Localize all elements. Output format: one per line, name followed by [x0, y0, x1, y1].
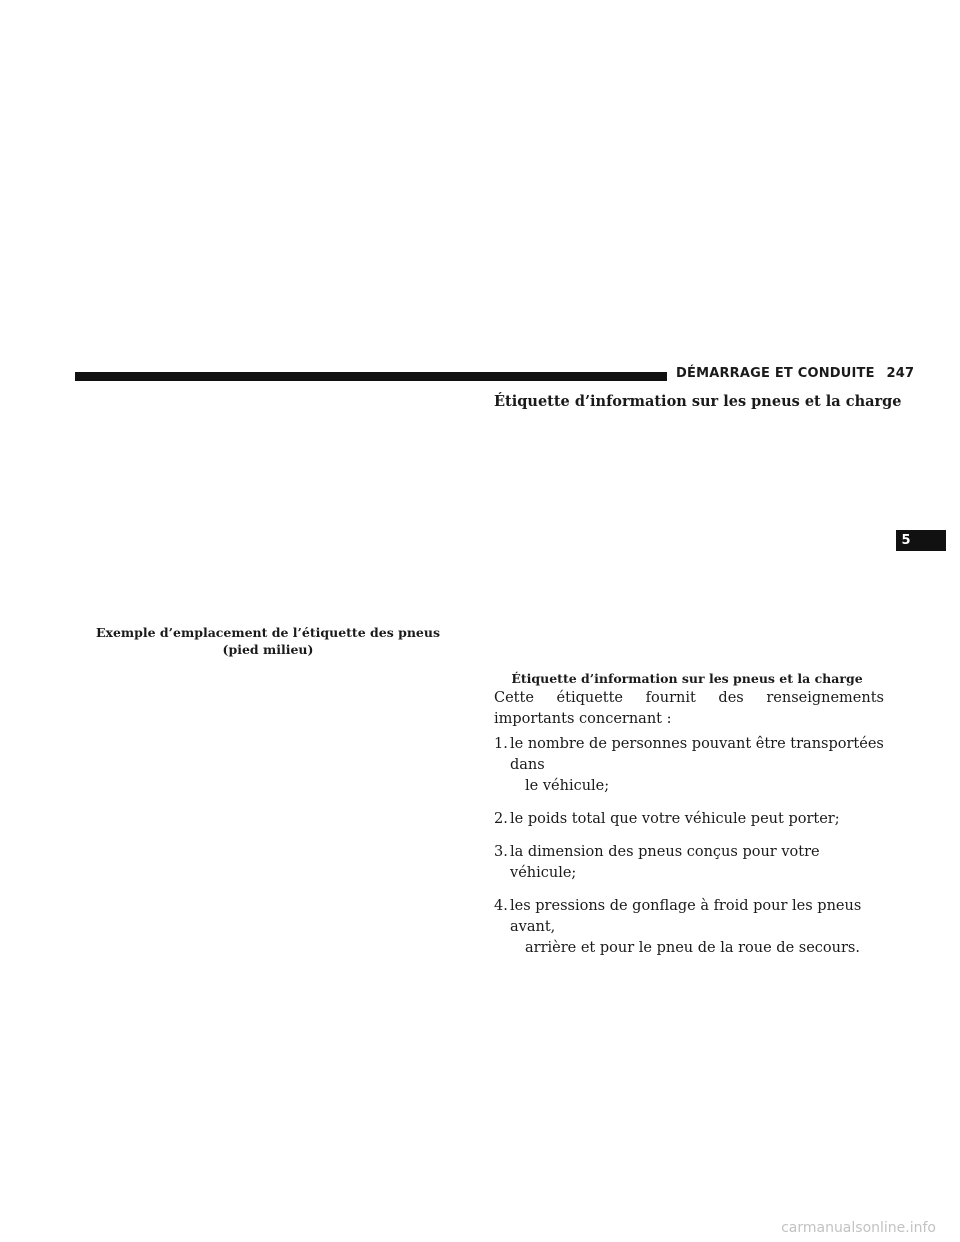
header-rule [75, 372, 667, 381]
list-item-text-continued: le véhicule; [525, 778, 610, 794]
chapter-tab-number: 5 [901, 533, 911, 548]
list-item-number: 4. [494, 898, 508, 914]
list-item-number: 3. [494, 844, 508, 860]
list-item-text: le poids total que votre véhicule peut porter; [510, 811, 840, 827]
list-item-number: 1. [494, 736, 508, 752]
page-number: 247 [886, 366, 915, 381]
list-item-text: les pressions de gonflage à froid pour les pneus avant, [510, 898, 862, 935]
section-heading: Étiquette d’information sur les pneus et la charge [494, 393, 902, 410]
list-item-number: 2. [494, 811, 508, 827]
list-item-text: la dimension des pneus conçus pour votre véhicule; [510, 844, 820, 881]
list-item-text: le nombre de personnes pouvant être transportées dans [510, 736, 884, 773]
running-header [676, 366, 914, 381]
section-title: DÉMARRAGE ET CONDUITE [676, 366, 875, 381]
footer-watermark: carmanualsonline.info [781, 1220, 936, 1236]
list-item-text-continued: arrière et pour le pneu de la roue de secours. [525, 940, 860, 956]
right-figure-caption: Étiquette d’information sur les pneus et la charge [511, 671, 863, 686]
list-item [494, 842, 886, 884]
intro-paragraph: Cette étiquette fournit des renseignements importants concernant : [494, 690, 884, 727]
info-list [494, 734, 886, 971]
list-item [494, 734, 886, 797]
list-item [494, 809, 886, 830]
list-item [494, 896, 886, 959]
left-figure-caption: Exemple d’emplacement de l’étiquette des pneus (pied milieu) [95, 625, 440, 657]
